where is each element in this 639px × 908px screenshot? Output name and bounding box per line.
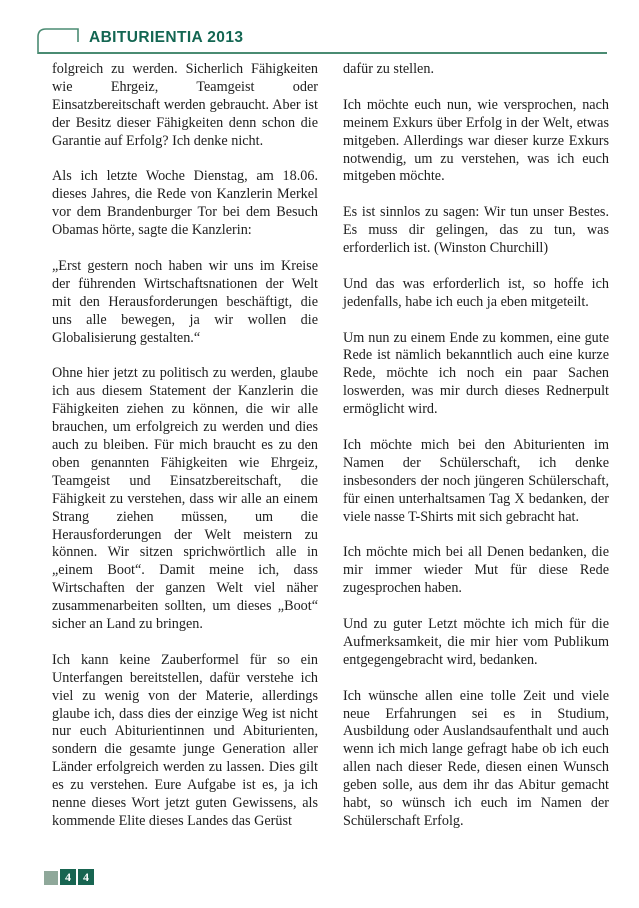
paragraph: Ohne hier jetzt zu politisch zu werden, glaube ich aus diesem Statement der Kanzlerin die Fähigkeiten ziehen zu können, die wir alle brauchen, um erfolgreich zu werden und dies auch zu bleiben. Für mich braucht es zu den oben genannten Fähigkeiten wie Ehrgeiz, Teamgeist und Einsatzbereitschaft, die Fähigkeit zu verstehen, dass wir alle an einem Strang ziehen müssen, um die Herausforderungen der Welt meistern zu können. Wir sitzen sprichwörtlich alle in „einem Boot“. Damit meine ich, dass Wirtschaften der ganzen Welt viel näher zusammenarbeiten sollten, um dieses „Boot“ sicher an Land zu bringen. <box>52 365 318 633</box>
paragraph: Als ich letzte Woche Dienstag, am 18.06. dieses Jahres, die Rede von Kanzlerin Merkel vor dem Brandenburger Tor bei dem Besuch Obamas hörte, sagte die Kanzlerin: <box>52 168 318 239</box>
paragraph: Und das was erforderlich ist, so hoffe ich jedenfalls, habe ich euch ja eben mitgeteilt. <box>343 275 609 310</box>
paragraph: Ich kann keine Zauberformel für so ein Unterfangen bereitstellen, dafür verstehe ich viel zu wenig von der Materie, allerdings glaube ich, dass dies der einzige Weg ist nicht nur euch Abiturientinnen und Abiturienten, sondern die gesamte junge Generation aller Länder erfolgreich werden zu lassen. Dies gilt es zu verstehen. Eure Aufgabe ist es, ja ich nenne dieses Wort jetzt guten Gewissens, als kommende Elite dieses Landes das Gerüst <box>52 651 318 829</box>
paragraph: Und zu guter Letzt möchte ich mich für die Aufmerksamkeit, die mir hier vom Publikum entgegengebracht wird, bedanken. <box>343 615 609 668</box>
column-left <box>52 61 318 849</box>
article-body <box>52 61 609 849</box>
column-right <box>343 61 609 849</box>
page-number-digit: 4 <box>78 869 94 885</box>
paragraph: dafür zu stellen. <box>343 61 434 77</box>
paragraph: Ich möchte mich bei all Denen bedanken, die mir immer wieder Mut für diese Rede zugesprochen haben. <box>343 544 609 597</box>
paragraph: Ich wünsche allen eine tolle Zeit und viele neue Erfahrungen sei es in Studium, Ausbildung oder Auslandsaufenthalt und auch wenn ich mich lange gefragt habe ob ich euch allen nach dieser Rede, diesen einen Wunsch geben solle, aus dem ihr das Abitur gemacht habt, so wünsch ich euch im Namen der Schülerschaft Erfolg. <box>343 687 609 829</box>
page-title: ABITURIENTIA 2013 <box>89 29 244 46</box>
paragraph: Um nun zu einem Ende zu kommen, eine gute Rede ist nämlich bekanntlich auch eine kurze Rede, möchte ich noch ein paar Sachen loswerden, was mir durch dieses Rednerpult ermöglicht wird. <box>343 329 609 418</box>
paragraph: Es ist sinnlos zu sagen: Wir tun unser Bestes. Es muss dir gelingen, das zu tun, was erforderlich ist. (Winston Churchill) <box>343 204 609 257</box>
footer-marker-square <box>44 871 58 885</box>
page-footer <box>44 869 94 885</box>
paragraph: „Erst gestern noch haben wir uns im Kreise der führenden Wirtschaftsnationen der Welt mit den Herausforderungen beschäftigt, die uns alle bewegen, ja wir wollen die Globalisierung gestalten.“ <box>52 257 318 346</box>
paragraph: Ich möchte euch nun, wie versprochen, nach meinem Exkurs über Erfolg in der Welt, etwas mitgeben. Allerdings war dieser kurze Exkurs notwendig, um zu verstehen, was ich euch mitgeben möchte. <box>343 96 609 185</box>
header-rule <box>38 52 607 54</box>
paragraph: folgreich zu werden. Sicherlich Fähigkeiten wie Ehrgeiz, Teamgeist oder Einsatzbereitschaft werden gebraucht. Aber ist der Besitz dieser Fähigkeiten denn schon die Garantie auf Erfolg? Ich denke nicht. <box>52 61 318 149</box>
page-number-digit: 4 <box>60 869 76 885</box>
paragraph: Ich möchte mich bei den Abiturienten im Namen der Schülerschaft, ich denke insbesonders der noch jüngeren Schülerschaft, für einen unterhaltsamen Tag X bedanken, der viele nasse T-Shirts mit sich gebracht hat. <box>343 436 609 525</box>
header-tab-icon <box>37 27 83 54</box>
